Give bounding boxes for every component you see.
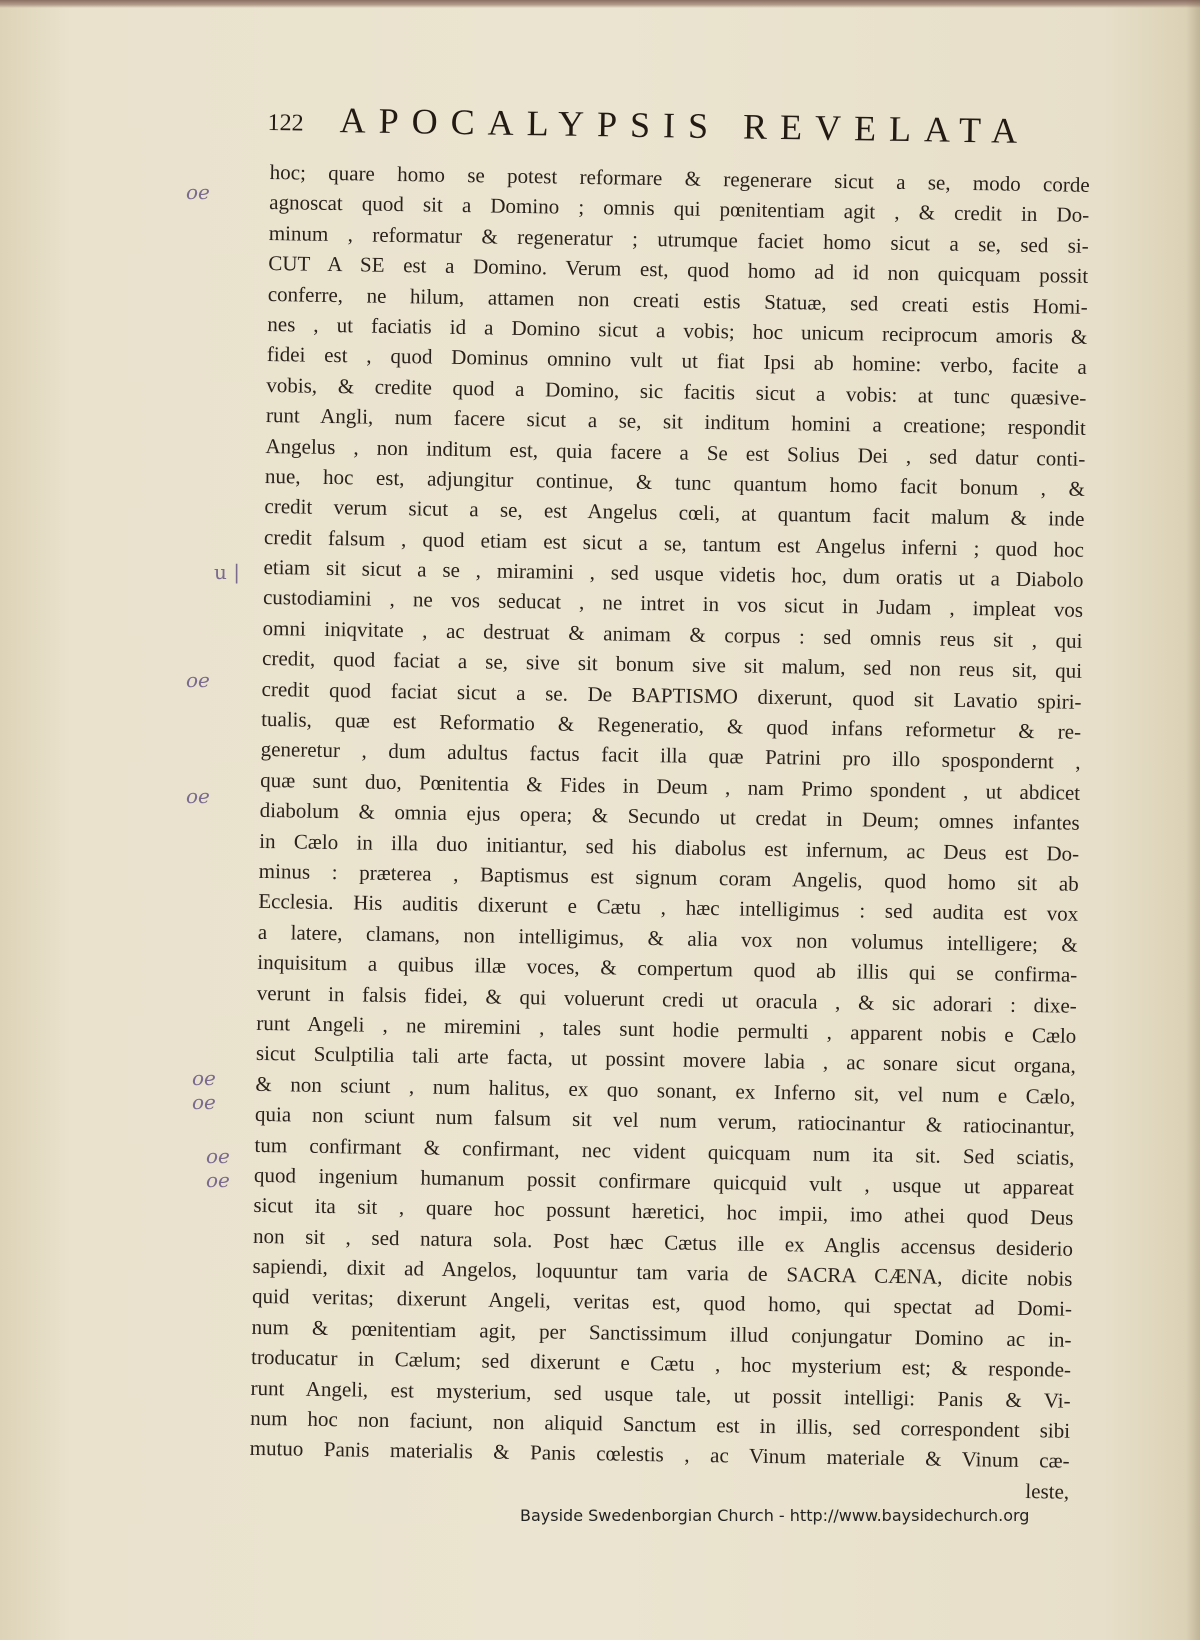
text-line: credit verum sicut a se, est Angelus cœli, at quantum facit malum & inde [264, 494, 1085, 532]
text-line: vobis, & credite quod a Domino, sic facitis sicut a vobis: at tunc quæsive- [266, 372, 1087, 410]
text-line: num & pœnitentiam agit, per Sanctissimum illud conjungatur Domino ac in- [251, 1314, 1072, 1352]
text-line: nue, hoc est, adjungitur continue, & tunc quantum homo facit bonum , & [264, 463, 1086, 501]
text-line: mutuo Panis materialis & Panis cœlestis , ac Vinum materiale & Vinum cæ- [249, 1436, 1070, 1474]
top-edge-stain [0, 0, 1200, 8]
text-line: quæ sunt duo, Pœnitentia & Fides in Deum , nam Primo spondent , ut abdicet [260, 767, 1081, 805]
margin-annotation: oe [192, 1090, 216, 1114]
text-line: omni iniqvitate , ac destruat & animam & corpus : sed omnis reus sit , qui [262, 615, 1083, 653]
catchword-line: leste, [1025, 1478, 1070, 1504]
margin-annotation: oe [206, 1144, 230, 1168]
text-line: agnoscat quod sit a Domino ; omnis qui pœnitentiam agit , & credit in Do- [269, 190, 1090, 228]
text-line: credit, quod faciat a se, sive sit bonum sive sit malum, sed non reus sit, qui [261, 646, 1083, 684]
margin-annotation: oe [186, 668, 210, 692]
text-line: quia non sciunt num falsum sit vel num verum, ratiocinantur & ratiocinantur, [254, 1101, 1076, 1139]
margin-annotation: u | [214, 560, 240, 584]
text-line: runt Angeli, est mysterium, sed usque tale, ut possit intelligi: Panis & Vi- [250, 1375, 1071, 1413]
text-line: a latere, clamans, non intelligimus, & alia vox non volumus intelligere; & [257, 919, 1078, 957]
text-line: runt Angli, num facere sicut a se, sit inditum homini a creatione; respondit [265, 403, 1087, 440]
text-line: inquisitum a quibus illæ voces, & compertum quod ab illis qui se confirma- [257, 950, 1078, 987]
text-line: troducatur in Cælum; sed dixerunt e Cætu , hoc mysterium est; & responde- [250, 1345, 1072, 1382]
text-line: credit quod faciat sicut a se. De BAPTISMO dixerunt, quod sit Lavatio spiri- [261, 676, 1082, 714]
text-line: sicut Sculptilia tali arte facta, ut possint movere labia , ac sonare sicut organa, [255, 1041, 1077, 1079]
margin-annotation: oe [186, 784, 210, 808]
body-text [249, 157, 1090, 1507]
text-line: tum confirmant & confirmant, nec vident quicquam num ita sit. Sed sciatis, [254, 1132, 1075, 1170]
text-line: sapiendi, dixit ad Angelos, loquuntur tam varia de SACRA CÆNA, dicite nobis [252, 1253, 1073, 1291]
text-line: non sit , sed natura sola. Post hæc Cætus ille ex Anglis accensus desiderio [252, 1223, 1074, 1261]
text-line: conferre, ne hilum, attamen non creati estis Statuæ, sed creati estis Homi- [267, 281, 1088, 319]
text-line: custodiamini , ne vos seducat , ne intret in vos sicut in Judam , impleat vos [262, 585, 1084, 623]
text-line: hoc; quare homo se potest reformare & regenerare sicut a se, modo corde [269, 159, 1090, 197]
margin-annotation: oe [206, 1168, 230, 1192]
text-line: & non sciunt , num halitus, ex quo sonant, ex Inferno sit, vel num e Cælo, [255, 1071, 1076, 1109]
text-line: tualis, quæ est Reformatio & Regeneratio, & quod infans reformetur & re- [260, 706, 1082, 744]
running-title: APOCALYPSIS REVELATA [339, 100, 1031, 151]
text-line: verunt in falsis fidei, & qui voluerunt credi ut oracula , & sic adorari : dixe- [256, 980, 1077, 1018]
text-line: Ecclesia. His auditis dixerunt e Cætu , hæc intelligimus : sed audita est vox [258, 889, 1079, 927]
text-line: runt Angeli , ne miremini , tales sunt hodie permulti , apparent nobis e Cælo [256, 1010, 1077, 1048]
text-line: etiam sit sicut a se , miramini , sed usque videtis hoc, dum oratis ut a Diabolo [263, 555, 1084, 592]
text-line: quod ingenium humanum possit confirmare quicquid vult , usque ut appareat [253, 1162, 1075, 1200]
margin-annotation: oe [186, 180, 210, 204]
text-line: CUT A SE est a Domino. Verum est, quod homo ad id non quicquam possit [268, 251, 1089, 289]
text-line: nes , ut faciatis id a Domino sicut a vobis; hoc unicum reciprocum amoris & [267, 311, 1088, 349]
right-edge-shadow [1186, 0, 1200, 1640]
text-line: num hoc non faciunt, non aliquid Sanctum est in illis, sed correspondent sibi [250, 1405, 1071, 1443]
text-line: minum , reformatur & regeneratur ; utrumque faciet homo sicut a se, sed si- [268, 220, 1089, 258]
footer-credit: Bayside Swedenborgian Church - http://www.baysidechurch.org [520, 1506, 1030, 1525]
page-number: 122 [267, 109, 304, 137]
margin-annotation: oe [192, 1066, 216, 1090]
text-line: Angelus , non inditum est, quia facere a Se est Solius Dei , sed datur conti- [265, 433, 1086, 471]
text-line: minus : præterea , Baptismus est signum coram Angelis, quod homo sit ab [258, 858, 1079, 896]
text-line: in Cælo in illa duo initiantur, sed his diabolus est infernum, ac Deus est Do- [259, 828, 1080, 866]
text-line: credit falsum , quod etiam est sicut a se, tantum est Angelus inferni ; quod hoc [263, 524, 1085, 562]
text-line: fidei est , quod Dominus omnino vult ut fiat Ipsi ab homine: verbo, facite a [266, 342, 1087, 380]
text-line: quid veritas; dixerunt Angeli, veritas est, quod homo, qui spectat ad Domi- [251, 1284, 1073, 1322]
text-line: diabolum & omnia ejus opera; & Secundo ut credat in Deum; omnes infantes [259, 798, 1080, 836]
text-line: generetur , dum adultus factus facit illa quæ Patrini pro illo spospondernt , [260, 737, 1081, 775]
text-line: sicut ita sit , quare hoc possunt hæretici, hoc impii, imo athei quod Deus [253, 1193, 1074, 1231]
